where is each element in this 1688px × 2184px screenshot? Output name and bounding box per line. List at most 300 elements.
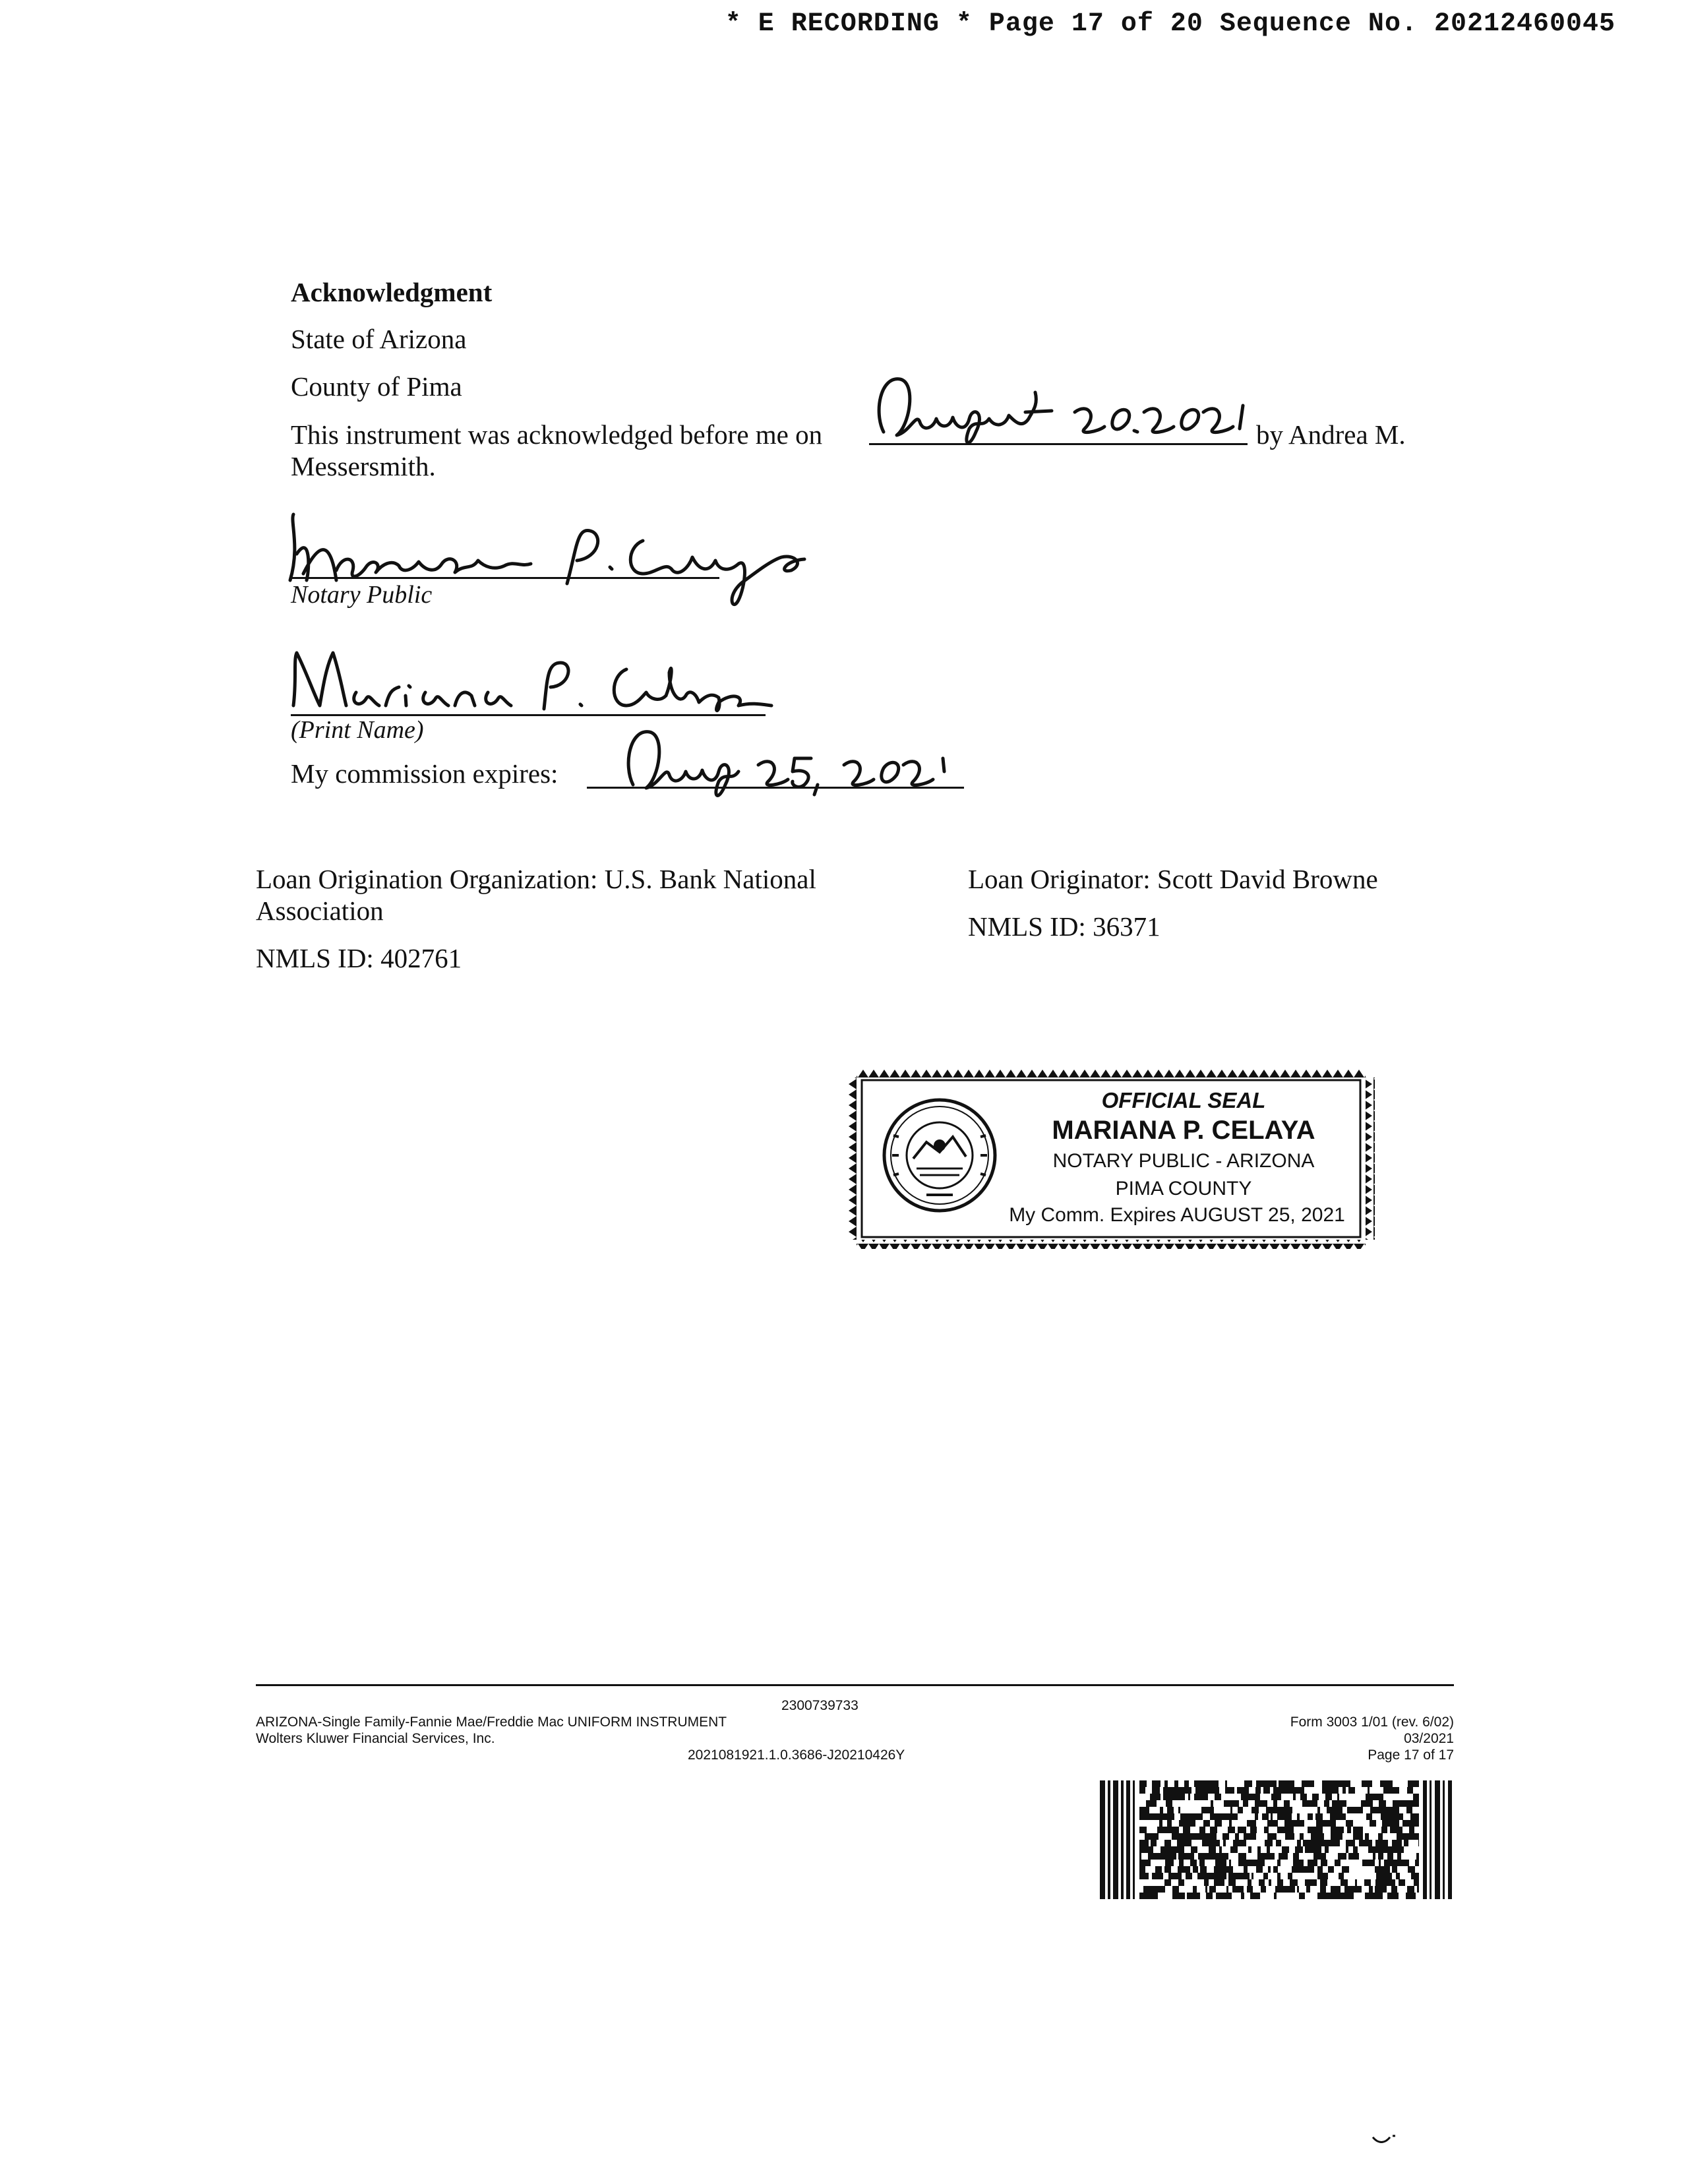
barcode-module: [1246, 1800, 1248, 1807]
barcode-module: [1362, 1860, 1364, 1866]
barcode-module: [1391, 1820, 1394, 1827]
barcode-module: [1390, 1813, 1396, 1820]
barcode-module: [1323, 1820, 1331, 1827]
barcode-module: [1399, 1879, 1401, 1886]
barcode-module: [1150, 1794, 1155, 1800]
barcode-module: [1406, 1860, 1409, 1866]
barcode-module: [1406, 1820, 1412, 1827]
barcode-module: [1229, 1860, 1231, 1866]
barcode-module: [1338, 1827, 1344, 1833]
barcode-module: [1144, 1827, 1147, 1833]
barcode-module: [1149, 1860, 1151, 1866]
barcode-module: [1215, 1794, 1219, 1800]
barcode-module: [1245, 1873, 1248, 1879]
barcode-module: [1356, 1807, 1363, 1813]
barcode-module: [1383, 1879, 1388, 1886]
barcode-module: [1365, 1833, 1369, 1840]
barcode-module: [1207, 1853, 1215, 1860]
barcode-module: [1206, 1893, 1213, 1899]
barcode-module: [1386, 1873, 1392, 1879]
barcode-module: [1225, 1787, 1232, 1794]
barcode-module: [1167, 1807, 1174, 1813]
barcode-module: [1395, 1840, 1402, 1846]
barcode-module: [1366, 1780, 1372, 1787]
barcode-module: [1329, 1807, 1333, 1813]
barcode-module: [1282, 1807, 1286, 1813]
barcode-module: [1180, 1866, 1184, 1873]
barcode-module: [1247, 1886, 1251, 1893]
barcode-module: [1394, 1820, 1397, 1827]
barcode-module: [1168, 1853, 1172, 1860]
barcode-module: [1201, 1807, 1205, 1813]
barcode-module: [1292, 1886, 1295, 1893]
barcode-module: [1175, 1873, 1182, 1879]
barcode-module: [1406, 1840, 1408, 1846]
barcode-module: [1235, 1833, 1239, 1840]
barcode-module: [1410, 1813, 1414, 1820]
barcode-module: [1215, 1787, 1219, 1794]
barcode-module: [1188, 1794, 1190, 1800]
barcode-module: [1325, 1893, 1328, 1899]
barcode-module: [1346, 1846, 1348, 1853]
barcode-module: [1318, 1833, 1324, 1840]
barcode-module: [1240, 1840, 1246, 1846]
barcode-module: [1255, 1787, 1261, 1794]
barcode-module: [1316, 1820, 1323, 1827]
barcode-module: [1216, 1893, 1221, 1899]
barcode-module: [1383, 1800, 1386, 1807]
barcode-module: [1407, 1787, 1413, 1794]
barcode-module: [1219, 1866, 1225, 1873]
barcode-module: [1379, 1800, 1383, 1807]
barcode-module: [1244, 1833, 1248, 1840]
seal-title: OFFICIAL SEAL: [1101, 1088, 1266, 1112]
barcode-module: [1303, 1840, 1308, 1846]
barcode-module: [1290, 1879, 1296, 1886]
barcode-module: [1347, 1827, 1351, 1833]
barcode-module: [1273, 1866, 1278, 1873]
barcode-module: [1251, 1807, 1259, 1813]
footer-doc-code: 2021081921.1.0.3686-J20210426Y: [688, 1747, 905, 1763]
barcode-module: [1341, 1893, 1347, 1899]
barcode-module: [1347, 1807, 1350, 1813]
barcode-module: [1346, 1840, 1350, 1846]
barcode-module: [1411, 1873, 1414, 1879]
barcode-module: [1139, 1853, 1141, 1860]
acknowledgment-heading: Acknowledgment: [291, 277, 493, 307]
barcode-module: [1296, 1787, 1302, 1794]
barcode-module: [1139, 1866, 1145, 1873]
barcode-module: [1342, 1866, 1349, 1873]
barcode-module: [1312, 1860, 1314, 1866]
barcode-module: [1204, 1879, 1209, 1886]
barcode-module: [1379, 1893, 1383, 1899]
barcode-module: [1209, 1780, 1215, 1787]
barcode-module: [1178, 1853, 1186, 1860]
barcode-module: [1332, 1800, 1335, 1807]
barcode-module: [1199, 1860, 1205, 1866]
barcode-module: [1353, 1833, 1358, 1840]
barcode-module: [1273, 1800, 1277, 1807]
barcode-module: [1273, 1787, 1277, 1794]
loan-org-label: Loan Origination Organization: U.S. Bank National: [256, 864, 816, 894]
barcode-module: [1335, 1800, 1339, 1807]
barcode-module: [1338, 1853, 1342, 1860]
barcode-module: [1414, 1820, 1418, 1827]
barcode-module: [1375, 1879, 1378, 1886]
barcode-module: [1318, 1827, 1323, 1833]
barcode-module: [1163, 1794, 1170, 1800]
barcode-module: [1226, 1886, 1228, 1893]
barcode-module: [1285, 1813, 1288, 1820]
barcode-module: [1391, 1893, 1394, 1899]
barcode-module: [1242, 1873, 1245, 1879]
barcode-module: [1390, 1860, 1396, 1866]
barcode-module: [1172, 1833, 1176, 1840]
barcode-module: [1391, 1879, 1395, 1886]
loan-org-continued: Association: [256, 895, 384, 926]
barcode-module: [1187, 1813, 1191, 1820]
barcode-module: [1282, 1886, 1288, 1893]
barcode-module: [1339, 1873, 1344, 1879]
barcode-module: [1144, 1893, 1149, 1899]
barcode-module: [1194, 1833, 1199, 1840]
barcode-module: [1379, 1846, 1387, 1853]
barcode-module: [1313, 1840, 1317, 1846]
barcode-module: [1325, 1794, 1329, 1800]
barcode-module: [1373, 1853, 1375, 1860]
barcode-module: [1172, 1893, 1174, 1899]
barcode-module: [1145, 1833, 1147, 1840]
barcode-module: [1186, 1873, 1192, 1879]
handwritten-commission-date: [620, 719, 963, 804]
barcode-module: [1253, 1893, 1260, 1899]
barcode-module: [1206, 1794, 1208, 1800]
barcode-module: [1225, 1780, 1227, 1787]
barcode-module: [1155, 1886, 1157, 1893]
barcode-module: [1261, 1866, 1263, 1873]
barcode-module: [1408, 1833, 1415, 1840]
barcode-module: [1232, 1787, 1234, 1794]
barcode-module: [1368, 1787, 1370, 1794]
barcode-module: [1317, 1866, 1323, 1873]
barcode-module: [1320, 1886, 1326, 1893]
barcode-module: [1244, 1780, 1248, 1787]
barcode-module: [1164, 1866, 1166, 1873]
barcode-module: [1327, 1780, 1335, 1787]
barcode-module: [1186, 1820, 1191, 1827]
barcode-module: [1308, 1813, 1313, 1820]
barcode-module: [1180, 1813, 1187, 1820]
barcode-module: [1294, 1866, 1298, 1873]
barcode-module: [1203, 1794, 1206, 1800]
barcode-module: [1219, 1846, 1222, 1853]
barcode-module: [1184, 1833, 1191, 1840]
barcode-module: [1284, 1780, 1288, 1787]
barcode-module: [1390, 1827, 1394, 1833]
barcode-module: [1155, 1893, 1158, 1899]
barcode-module: [1265, 1787, 1270, 1794]
barcode-module: [1322, 1873, 1325, 1879]
barcode-module: [1170, 1794, 1172, 1800]
barcode-module: [1335, 1886, 1339, 1893]
barcode-module: [1322, 1780, 1327, 1787]
barcode-module: [1394, 1807, 1399, 1813]
barcode-module: [1205, 1853, 1207, 1860]
barcode-module: [1146, 1800, 1152, 1807]
barcode-module: [1284, 1853, 1288, 1860]
barcode-module: [1180, 1893, 1185, 1899]
barcode-module: [1282, 1846, 1289, 1853]
barcode-module: [1152, 1787, 1156, 1794]
barcode-module: [1297, 1886, 1299, 1893]
barcode-module: [1223, 1840, 1226, 1846]
barcode-module: [1248, 1833, 1253, 1840]
barcode-module: [1167, 1787, 1174, 1794]
barcode-module: [1381, 1827, 1387, 1833]
barcode-module: [1381, 1813, 1387, 1820]
barcode-module: [1317, 1873, 1322, 1879]
barcode-module: [1214, 1866, 1219, 1873]
barcode-module: [1373, 1820, 1376, 1827]
instrument-prefix: This instrument was acknowledged before me on: [291, 419, 823, 450]
barcode-module: [1392, 1840, 1395, 1846]
barcode-module: [1325, 1846, 1329, 1853]
barcode-module: [1155, 1813, 1160, 1820]
barcode-module: [1381, 1794, 1383, 1800]
barcode-module: [1351, 1787, 1355, 1794]
barcode-module: [1277, 1787, 1284, 1794]
barcode-module: [1302, 1893, 1305, 1899]
barcode-module: [1263, 1780, 1268, 1787]
barcode-module: [1226, 1893, 1232, 1899]
barcode-module: [1248, 1794, 1253, 1800]
arizona-state-seal-icon: [880, 1096, 999, 1215]
barcode-module: [1335, 1860, 1341, 1866]
barcode-module: [1416, 1780, 1419, 1787]
barcode-module: [1297, 1840, 1301, 1846]
barcode-module: [1356, 1827, 1361, 1833]
barcode-module: [1315, 1813, 1323, 1820]
barcode-module: [1244, 1866, 1248, 1873]
barcode-module: [1385, 1840, 1388, 1846]
barcode-module: [1384, 1860, 1390, 1866]
barcode-module: [1404, 1840, 1406, 1846]
barcode-module: [1376, 1873, 1382, 1879]
barcode-module: [1298, 1860, 1304, 1866]
barcode-module: [1220, 1853, 1226, 1860]
barcode-module: [1364, 1879, 1371, 1886]
print-name-label: (Print Name): [291, 716, 424, 744]
seal-role: NOTARY PUBLIC - ARIZONA: [1052, 1150, 1315, 1172]
barcode-module: [1215, 1820, 1222, 1827]
barcode-module: [1319, 1853, 1326, 1860]
barcode-module: [1160, 1886, 1163, 1893]
barcode-module: [1397, 1853, 1401, 1860]
barcode-module: [1285, 1833, 1287, 1840]
barcode-module: [1178, 1866, 1180, 1873]
barcode-module: [1402, 1820, 1406, 1827]
barcode-module: [1331, 1833, 1336, 1840]
barcode-module: [1166, 1853, 1168, 1860]
barcode-module: [1219, 1873, 1226, 1879]
barcode-module: [1320, 1879, 1327, 1886]
barcode-module: [1348, 1787, 1351, 1794]
barcode-module: [1152, 1873, 1157, 1879]
barcode-module: [1372, 1893, 1379, 1899]
barcode-module: [1230, 1800, 1234, 1807]
barcode-module: [1370, 1820, 1373, 1827]
barcode-module: [1416, 1853, 1419, 1860]
barcode-module: [1271, 1794, 1275, 1800]
barcode-module: [1210, 1807, 1214, 1813]
barcode-module: [1207, 1840, 1213, 1846]
barcode-module: [1157, 1794, 1160, 1800]
barcode-module: [1366, 1813, 1372, 1820]
barcode-module: [1152, 1833, 1155, 1840]
barcode-module: [1342, 1787, 1346, 1794]
barcode-module: [1164, 1780, 1168, 1787]
acknowledger-continued: Messersmith.: [291, 451, 436, 481]
barcode-module: [1273, 1780, 1277, 1787]
barcode-module: [1402, 1800, 1406, 1807]
barcode-module: [1393, 1800, 1400, 1807]
barcode-module: [1381, 1840, 1385, 1846]
barcode-module: [1351, 1893, 1354, 1899]
barcode-module: [1179, 1860, 1184, 1866]
barcode-module: [1200, 1873, 1207, 1879]
barcode-module: [1176, 1794, 1182, 1800]
barcode-module: [1342, 1853, 1346, 1860]
barcode-module: [1369, 1886, 1373, 1893]
barcode-module: [1217, 1879, 1224, 1886]
loan-org-nmls: NMLS ID: 402761: [256, 943, 462, 973]
barcode-module: [1327, 1807, 1329, 1813]
barcode-module: [1288, 1873, 1292, 1879]
barcode-module: [1293, 1794, 1296, 1800]
barcode-module: [1243, 1853, 1246, 1860]
official-notary-seal: [847, 1068, 1375, 1253]
barcode-module: [1328, 1866, 1334, 1873]
barcode-module: [1277, 1827, 1281, 1833]
barcode-module: [1372, 1860, 1375, 1866]
barcode-module: [1238, 1853, 1243, 1860]
barcode-module: [1337, 1813, 1341, 1820]
barcode-module: [1189, 1853, 1191, 1860]
barcode-module: [1322, 1893, 1325, 1899]
barcode-module: [1263, 1787, 1265, 1794]
barcode-module: [1308, 1879, 1312, 1886]
barcode-module: [1287, 1833, 1294, 1840]
barcode-module: [1282, 1780, 1284, 1787]
barcode-module: [1370, 1807, 1375, 1813]
barcode-module: [1392, 1866, 1395, 1873]
barcode-module: [1282, 1813, 1285, 1820]
barcode-module: [1139, 1860, 1142, 1866]
barcode-module: [1266, 1807, 1271, 1813]
barcode-module: [1177, 1840, 1184, 1846]
barcode-module: [1401, 1879, 1405, 1886]
barcode-module: [1250, 1827, 1257, 1833]
barcode-module: [1190, 1893, 1195, 1899]
barcode-module: [1417, 1886, 1419, 1893]
barcode-module: [1275, 1794, 1279, 1800]
barcode-module: [1230, 1846, 1238, 1853]
barcode-module: [1311, 1800, 1315, 1807]
barcode-module: [1160, 1813, 1163, 1820]
barcode-module: [1177, 1846, 1184, 1853]
barcode-module: [1241, 1893, 1244, 1899]
barcode-module: [1265, 1840, 1268, 1846]
barcode-module: [1355, 1879, 1357, 1886]
barcode-module: [1293, 1853, 1299, 1860]
barcode-module: [1211, 1846, 1216, 1853]
barcode-module: [1184, 1840, 1191, 1846]
barcode-module: [1350, 1886, 1352, 1893]
barcode-module: [1228, 1879, 1236, 1886]
barcode-module: [1139, 1813, 1147, 1820]
barcode-module: [1358, 1833, 1363, 1840]
barcode-module: [1337, 1840, 1340, 1846]
barcode-module: [1155, 1794, 1157, 1800]
barcode-module: [1315, 1827, 1318, 1833]
barcode-module: [1200, 1787, 1203, 1794]
barcode-module: [1383, 1787, 1387, 1794]
barcode-module: [1276, 1840, 1281, 1846]
barcode-module: [1395, 1866, 1397, 1873]
barcode-module: [1182, 1794, 1185, 1800]
barcode-module: [1350, 1807, 1356, 1813]
barcode-module: [1279, 1780, 1282, 1787]
barcode-module: [1149, 1893, 1155, 1899]
barcode-module: [1267, 1846, 1270, 1853]
barcode-module: [1186, 1787, 1189, 1794]
barcode-module: [1375, 1866, 1377, 1873]
footer-divider: [256, 1684, 1454, 1686]
barcode-module: [1259, 1780, 1263, 1787]
barcode-module: [1379, 1794, 1381, 1800]
barcode-module: [1418, 1820, 1419, 1827]
barcode-module: [1222, 1813, 1230, 1820]
barcode-module: [1414, 1813, 1418, 1820]
barcode-module: [1275, 1820, 1278, 1827]
barcode-module: [1211, 1800, 1213, 1807]
barcode-module: [1370, 1794, 1374, 1800]
barcode-module: [1200, 1866, 1207, 1873]
barcode-module: [1394, 1893, 1399, 1899]
barcode-module: [1284, 1800, 1290, 1807]
barcode-module: [1211, 1873, 1213, 1879]
barcode-module: [1293, 1860, 1298, 1866]
barcode-module: [1181, 1787, 1183, 1794]
barcode-module: [1321, 1860, 1327, 1866]
barcode-module: [1325, 1840, 1329, 1846]
barcode-module: [1187, 1893, 1190, 1899]
barcode-module: [1228, 1873, 1234, 1879]
barcode-module: [1269, 1879, 1271, 1886]
barcode-module: [1184, 1780, 1189, 1787]
barcode-module: [1213, 1840, 1220, 1846]
barcode-module: [1217, 1813, 1220, 1820]
barcode-module: [1417, 1800, 1419, 1807]
barcode-module: [1268, 1780, 1273, 1787]
barcode-module: [1163, 1886, 1165, 1893]
barcode-module: [1288, 1813, 1292, 1820]
barcode-module: [1298, 1866, 1303, 1873]
barcode-module: [1312, 1794, 1319, 1800]
barcode-module: [1309, 1800, 1311, 1807]
barcode-module: [1139, 1846, 1145, 1853]
